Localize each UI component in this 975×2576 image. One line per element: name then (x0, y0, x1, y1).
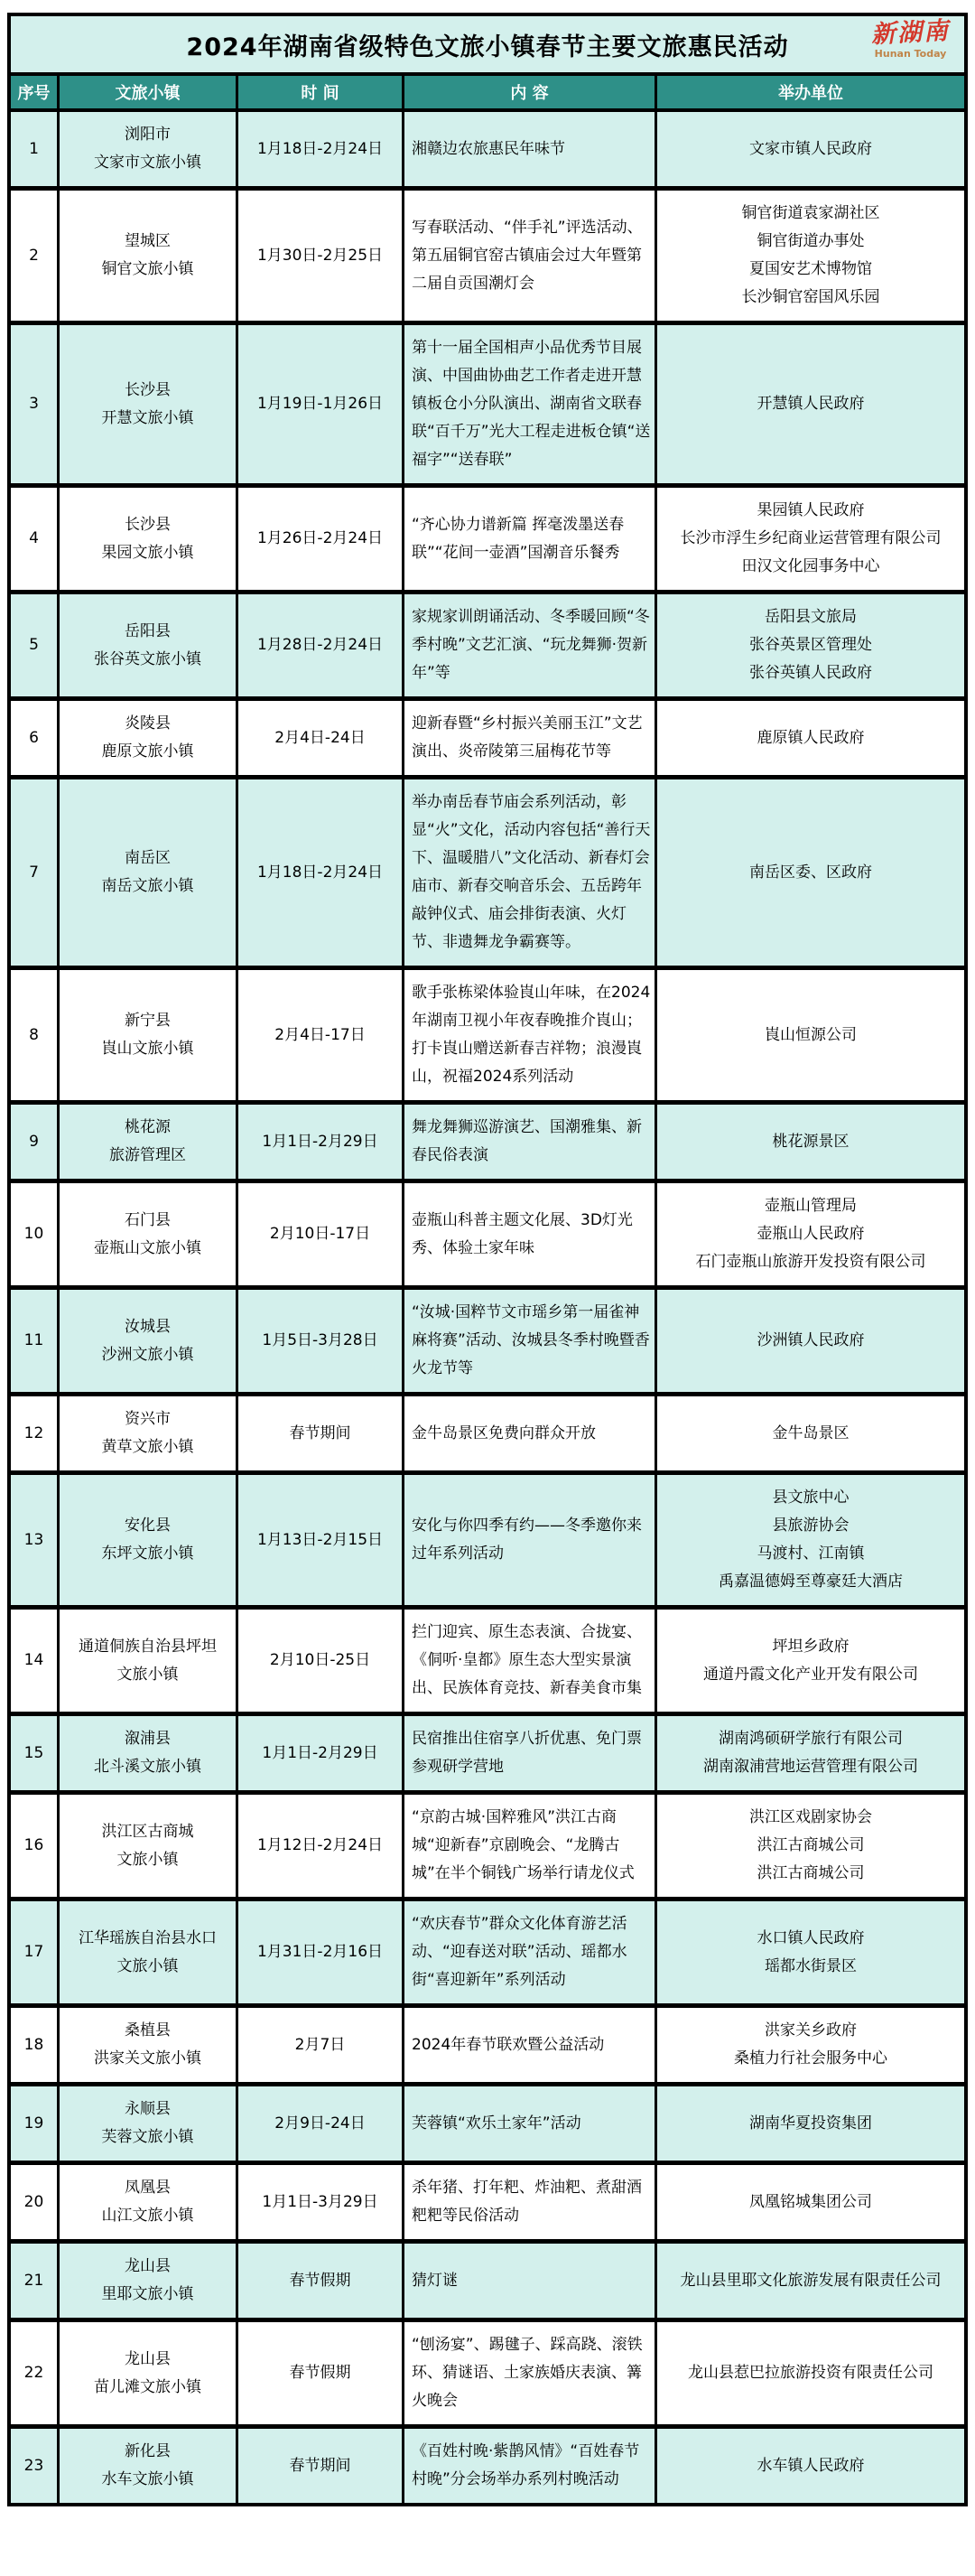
cell-time: 1月1日-3月29日 (238, 2165, 404, 2239)
town-line: 沙洲文旅小镇 (101, 1345, 194, 1364)
cell-organizer (657, 1183, 964, 1285)
table-row (11, 1105, 964, 1183)
cell-content: 民宿推出住宿享八折优惠、免门票参观研学营地 (404, 1716, 657, 1790)
cell-content: 拦门迎宾、原生态表演、合拢宴、《侗听·皇都》原生态大型实景演出、民族体育竞技、新春美食市集 (404, 1610, 657, 1712)
town-line: 黄草文旅小镇 (101, 1438, 194, 1456)
table-row (11, 1290, 964, 1396)
town-line: 山江文旅小镇 (101, 2207, 194, 2225)
cell-no: 7 (11, 779, 60, 966)
cell-no: 13 (11, 1475, 60, 1605)
town-line: 壶瓶山文旅小镇 (94, 1238, 201, 1257)
organizer-line: 洪家关乡政府 (765, 2021, 857, 2039)
organizer-line: 长沙市浮生乡纪商业运营管理有限公司 (680, 529, 942, 547)
town-line: 洪江区古商城 (101, 1822, 194, 1841)
cell-town (60, 1475, 238, 1605)
cell-content: 第十一届全国相声小品优秀节目展演、中国曲协曲艺工作者走进开慧镇板仓小分队演出、湖南省文联春联“百千万”光大工程走进板仓镇“送福字”“送春联” (404, 325, 657, 483)
cell-content: 迎新春暨“乡村振兴美丽玉江”文艺演出、炎帝陵第三届梅花节等 (404, 701, 657, 775)
cell-organizer (657, 2086, 964, 2161)
table-row (11, 2322, 964, 2429)
organizer-line: 南岳区委、区政府 (749, 863, 872, 882)
column-header-town: 文旅小镇 (60, 76, 238, 108)
table-row (11, 191, 964, 325)
organizer-line: 沙洲镇人民政府 (757, 1331, 865, 1349)
town-line: 桑植县 (125, 2021, 171, 2039)
cell-time: 2月10日-17日 (238, 1183, 404, 1285)
cell-no: 23 (11, 2429, 60, 2503)
organizer-line: 洪江古商城公司 (757, 1864, 865, 1882)
table-row (11, 701, 964, 779)
town-line: 江华瑶族自治县水口 (79, 1928, 217, 1947)
cell-time: 1月13日-2月15日 (238, 1475, 404, 1605)
organizer-line: 湖南鸿硕研学旅行有限公司 (719, 1730, 903, 1748)
organizer-line: 禹嘉温德姆至尊豪廷大酒店 (719, 1573, 903, 1591)
column-header-organizer: 举办单位 (778, 84, 843, 103)
cell-content: 写春联活动、“伴手礼”评选活动、第五届铜官窑古镇庙会过大年暨第二届自贡国潮灯会 (404, 191, 657, 321)
table-row (11, 1475, 964, 1610)
organizer-line: 湖南溆浦营地运营管理有限公司 (703, 1758, 918, 1776)
table-row (11, 325, 964, 488)
cell-town (60, 2008, 238, 2082)
town-line: 长沙县 (125, 380, 171, 399)
table-row (11, 1396, 964, 1475)
cell-organizer (657, 970, 964, 1100)
cell-organizer (657, 1396, 964, 1470)
organizer-line: 壶瓶山人民政府 (757, 1225, 865, 1243)
town-line: 水车文旅小镇 (101, 2470, 194, 2488)
cell-town (60, 1396, 238, 1470)
cell-time: 春节期间 (238, 1396, 404, 1470)
cell-content: 家规家训朗诵活动、冬季暖回顾“冬季村晚”文艺汇演、“玩龙舞狮·贺新年”等 (404, 594, 657, 696)
cell-no: 20 (11, 2165, 60, 2239)
town-line: 铜官文旅小镇 (101, 260, 194, 278)
town-line: 张谷英文旅小镇 (94, 649, 201, 668)
cell-organizer (657, 1901, 964, 2003)
town-line: 长沙县 (125, 515, 171, 534)
cell-time: 2月7日 (238, 2008, 404, 2082)
organizer-line: 县文旅中心 (772, 1489, 850, 1507)
town-line: 新宁县 (125, 1012, 171, 1030)
cell-town (60, 594, 238, 696)
column-header-content: 内 容 (404, 76, 657, 108)
town-line: 永顺县 (125, 2100, 171, 2118)
cell-no: 18 (11, 2008, 60, 2082)
organizer-line: 金牛岛景区 (772, 1423, 850, 1442)
cell-town (60, 1901, 238, 2003)
organizer-line: 田汉文化园事务中心 (741, 557, 880, 575)
cell-organizer (657, 2244, 964, 2318)
cell-time: 1月1日-2月29日 (238, 1716, 404, 1790)
table-row (11, 970, 964, 1105)
organizer-line: 洪江古商城公司 (757, 1836, 865, 1854)
town-line: 安化县 (125, 1517, 171, 1535)
town-line: 芙蓉文旅小镇 (101, 2128, 194, 2146)
town-line: 石门县 (125, 1210, 171, 1229)
cell-organizer (657, 1716, 964, 1790)
cell-content: 舞龙舞狮巡游演艺、国潮雅集、新春民俗表演 (404, 1105, 657, 1179)
town-line: 旅游管理区 (109, 1146, 186, 1164)
cell-content: 湘赣边农旅惠民年味节 (404, 112, 657, 186)
table-row (11, 112, 964, 191)
organizer-line: 张谷英镇人民政府 (749, 664, 872, 682)
cell-no: 22 (11, 2322, 60, 2424)
organizer-line: 夏国安艺术博物馆 (749, 260, 872, 278)
cell-town (60, 1105, 238, 1179)
town-line: 开慧文旅小镇 (101, 408, 194, 427)
organizer-line: 坪坦乡政府 (772, 1637, 850, 1656)
cell-town (60, 1610, 238, 1712)
cell-organizer (657, 112, 964, 186)
table-header-row (11, 76, 964, 112)
cell-organizer (657, 2008, 964, 2082)
cell-town (60, 1290, 238, 1392)
cell-organizer (657, 2322, 964, 2424)
cell-organizer (657, 1610, 964, 1712)
town-line: 南岳区 (125, 849, 171, 867)
column-header-time: 时 间 (238, 76, 404, 108)
organizer-line: 果园镇人民政府 (757, 501, 865, 519)
cell-town (60, 1183, 238, 1285)
table-row (11, 2008, 964, 2086)
table-row (11, 1183, 964, 1290)
cell-time: 春节期间 (238, 2429, 404, 2503)
cell-no: 1 (11, 112, 60, 186)
table-row (11, 2086, 964, 2165)
cell-content: 壶瓶山科普主题文化展、3D灯光秀、体验土家年味 (404, 1183, 657, 1285)
town-line: 北斗溪文旅小镇 (94, 1758, 201, 1776)
cell-time: 1月31日-2月16日 (238, 1901, 404, 2003)
cell-content: 歌手张栋梁体验崀山年味，在2024年湖南卫视小年夜春晚推介崀山；打卡崀山赠送新春吉祥物；浪漫崀山，祝福2024系列活动 (404, 970, 657, 1100)
cell-organizer (657, 1105, 964, 1179)
cell-town (60, 325, 238, 483)
hunan-today-logo (870, 16, 951, 60)
organizer-line: 张谷英景区管理处 (749, 636, 872, 654)
organizer-line: 壶瓶山管理局 (765, 1197, 857, 1215)
cell-time: 1月12日-2月24日 (238, 1795, 404, 1897)
cell-no: 6 (11, 701, 60, 775)
cell-time: 春节假期 (238, 2322, 404, 2424)
cell-no: 16 (11, 1795, 60, 1897)
table-row (11, 2244, 964, 2322)
cell-time: 1月28日-2月24日 (238, 594, 404, 696)
table-body (11, 112, 964, 2503)
cell-time: 1月30日-2月25日 (238, 191, 404, 321)
town-line: 桃花源 (125, 1118, 171, 1136)
table-row (11, 594, 964, 701)
cell-content: “齐心协力谱新篇 挥毫泼墨送春联”“花间一壶酒”国潮音乐餐秀 (404, 488, 657, 590)
town-line: 里耶文旅小镇 (101, 2285, 194, 2303)
cell-organizer (657, 488, 964, 590)
cell-organizer (657, 1795, 964, 1897)
cell-town (60, 970, 238, 1100)
cell-content: 芙蓉镇“欢乐土家年”活动 (404, 2086, 657, 2161)
organizer-line: 文家市镇人民政府 (749, 139, 872, 158)
town-line: 鹿原文旅小镇 (101, 742, 194, 761)
column-header-no: 序号 (11, 76, 60, 108)
organizer-line: 岳阳县文旅局 (765, 608, 857, 626)
cell-town (60, 2244, 238, 2318)
organizer-line: 水口镇人民政府 (757, 1928, 865, 1947)
cell-town (60, 2165, 238, 2239)
cell-time: 1月18日-2月24日 (238, 779, 404, 966)
cell-time: 1月26日-2月24日 (238, 488, 404, 590)
organizer-line: 马渡村、江南镇 (757, 1545, 865, 1563)
organizer-line: 桑植力行社会服务中心 (734, 2049, 887, 2067)
cell-no: 17 (11, 1901, 60, 2003)
table-row (11, 779, 964, 970)
cell-content: “欢庆春节”群众文化体育游艺活动、“迎春送对联”活动、瑶都水街“喜迎新年”系列活动 (404, 1901, 657, 2003)
town-line: 苗儿滩文旅小镇 (94, 2377, 201, 2396)
organizer-line: 龙山县里耶文化旅游发展有限责任公司 (680, 2271, 942, 2290)
cell-content: 《百姓村晚·紫鹊风情》“百姓春节村晚”分会场举办系列村晚活动 (404, 2429, 657, 2503)
cell-no: 4 (11, 488, 60, 590)
cell-content: 金牛岛景区免费向群众开放 (404, 1396, 657, 1470)
cell-town (60, 1795, 238, 1897)
cell-no: 12 (11, 1396, 60, 1470)
organizer-line: 铜官街道办事处 (757, 232, 865, 250)
cell-organizer (657, 191, 964, 321)
table-row (11, 488, 964, 594)
cell-no: 10 (11, 1183, 60, 1285)
page-title: 2024年湖南省级特色文旅小镇春节主要文旅惠民活动 (186, 33, 789, 61)
cell-organizer (657, 1475, 964, 1605)
cell-time: 1月1日-2月29日 (238, 1105, 404, 1179)
organizer-line: 水车镇人民政府 (757, 2456, 865, 2475)
organizer-line: 崀山恒源公司 (765, 1025, 857, 1044)
cell-time: 春节假期 (238, 2244, 404, 2318)
table-row (11, 1795, 964, 1901)
cell-time: 2月4日-24日 (238, 701, 404, 775)
organizer-line: 龙山县惹巴拉旅游投资有限责任公司 (688, 2364, 933, 2382)
cell-no: 9 (11, 1105, 60, 1179)
town-line: 通道侗族自治县坪坦 (79, 1637, 217, 1656)
organizer-line: 洪江区戏剧家协会 (749, 1808, 872, 1826)
town-line: 文旅小镇 (116, 1850, 179, 1869)
town-line: 洪家关文旅小镇 (94, 2049, 201, 2067)
town-line: 资兴市 (125, 1410, 171, 1428)
town-line: 望城区 (125, 232, 171, 250)
town-line: 炎陵县 (125, 714, 171, 733)
organizer-line: 凤凰铭城集团公司 (749, 2192, 872, 2211)
organizer-line: 瑶都水街景区 (765, 1956, 857, 1975)
town-line: 文旅小镇 (116, 1956, 179, 1975)
cell-content: “汝城·国粹节文市瑶乡第一届雀神麻将赛”活动、汝城县冬季村晚暨香火龙节等 (404, 1290, 657, 1392)
cell-organizer (657, 1290, 964, 1392)
organizer-line: 通道丹霞文化产业开发有限公司 (703, 1665, 918, 1684)
cell-time: 2月10日-25日 (238, 1610, 404, 1712)
cell-town (60, 2086, 238, 2161)
organizer-line: 湖南华夏投资集团 (749, 2114, 872, 2133)
town-line: 浏阳市 (125, 126, 171, 144)
town-line: 南岳文旅小镇 (101, 877, 194, 895)
cell-town (60, 779, 238, 966)
cell-time: 2月9日-24日 (238, 2086, 404, 2161)
cell-town (60, 191, 238, 321)
cell-no: 2 (11, 191, 60, 321)
cell-no: 19 (11, 2086, 60, 2161)
hunan-today-logo-tagline: Hunan Today (874, 48, 947, 60)
organizer-line: 鹿原镇人民政府 (757, 728, 865, 747)
cell-content: “刨汤宴”、踢毽子、踩高跷、滚铁环、猜谜语、土家族婚庆表演、篝火晚会 (404, 2322, 657, 2424)
town-line: 凤凰县 (125, 2179, 171, 2197)
cell-content: 举办南岳春节庙会系列活动，彰显“火”文化，活动内容包括“善行天下、温暖腊八”文化活动、新春灯会庙市、新春交响音乐会、五岳跨年敲钟仪式、庙会排街表演、火灯节、非遗舞龙争霸赛等。 (404, 779, 657, 966)
cell-content: 杀年猪、打年粑、炸油粑、煮甜酒粑粑等民俗活动 (404, 2165, 657, 2239)
table-row (11, 2429, 964, 2503)
organizer-line: 桃花源景区 (772, 1132, 850, 1151)
organizer-line: 石门壶瓶山旅游开发投资有限公司 (695, 1253, 926, 1271)
town-line: 崀山文旅小镇 (101, 1040, 194, 1058)
cell-town (60, 1716, 238, 1790)
cell-no: 21 (11, 2244, 60, 2318)
organizer-line: 县旅游协会 (772, 1517, 850, 1535)
cell-time: 2月4日-17日 (238, 970, 404, 1100)
cell-time: 1月19日-1月26日 (238, 325, 404, 483)
activities-table (7, 13, 968, 2506)
town-line: 东坪文旅小镇 (101, 1545, 194, 1563)
table-row (11, 1610, 964, 1716)
cell-organizer (657, 779, 964, 966)
town-line: 果园文旅小镇 (101, 543, 194, 562)
cell-town (60, 2429, 238, 2503)
cell-organizer (657, 2165, 964, 2239)
town-line: 汝城县 (125, 1317, 171, 1336)
cell-no: 11 (11, 1290, 60, 1392)
cell-organizer (657, 2429, 964, 2503)
town-line: 龙山县 (125, 2349, 171, 2368)
table-row (11, 1901, 964, 2008)
town-line: 文家市文旅小镇 (94, 154, 201, 172)
cell-town (60, 701, 238, 775)
cell-time: 1月5日-3月28日 (238, 1290, 404, 1392)
table-row (11, 1716, 964, 1795)
cell-content: 安化与你四季有约——冬季邀你来过年系列活动 (404, 1475, 657, 1605)
cell-no: 3 (11, 325, 60, 483)
cell-organizer (657, 594, 964, 696)
town-line: 新化县 (125, 2442, 171, 2460)
cell-content: “京韵古城·国粹雅风”洪江古商城“迎新春”京剧晚会、“龙腾古城”在半个铜钱广场举行请龙仪式 (404, 1795, 657, 1897)
title-band (11, 16, 964, 76)
cell-organizer (657, 701, 964, 775)
town-line: 文旅小镇 (116, 1665, 179, 1684)
cell-no: 15 (11, 1716, 60, 1790)
cell-town (60, 488, 238, 590)
cell-town (60, 2322, 238, 2424)
cell-content: 猜灯谜 (404, 2244, 657, 2318)
organizer-line: 铜官街道袁家湖社区 (741, 204, 880, 222)
hunan-today-logo-mark: 新湖南 (870, 16, 951, 50)
town-line: 龙山县 (125, 2257, 171, 2275)
town-line: 岳阳县 (125, 621, 171, 640)
cell-town (60, 112, 238, 186)
cell-no: 14 (11, 1610, 60, 1712)
cell-organizer (657, 325, 964, 483)
town-line: 溆浦县 (125, 1730, 171, 1748)
organizer-line: 开慧镇人民政府 (757, 395, 865, 413)
cell-no: 5 (11, 594, 60, 696)
cell-time: 1月18日-2月24日 (238, 112, 404, 186)
cell-content: 2024年春节联欢暨公益活动 (404, 2008, 657, 2082)
cell-no: 8 (11, 970, 60, 1100)
organizer-line: 长沙铜官窑国风乐园 (741, 288, 880, 306)
table-row (11, 2165, 964, 2244)
